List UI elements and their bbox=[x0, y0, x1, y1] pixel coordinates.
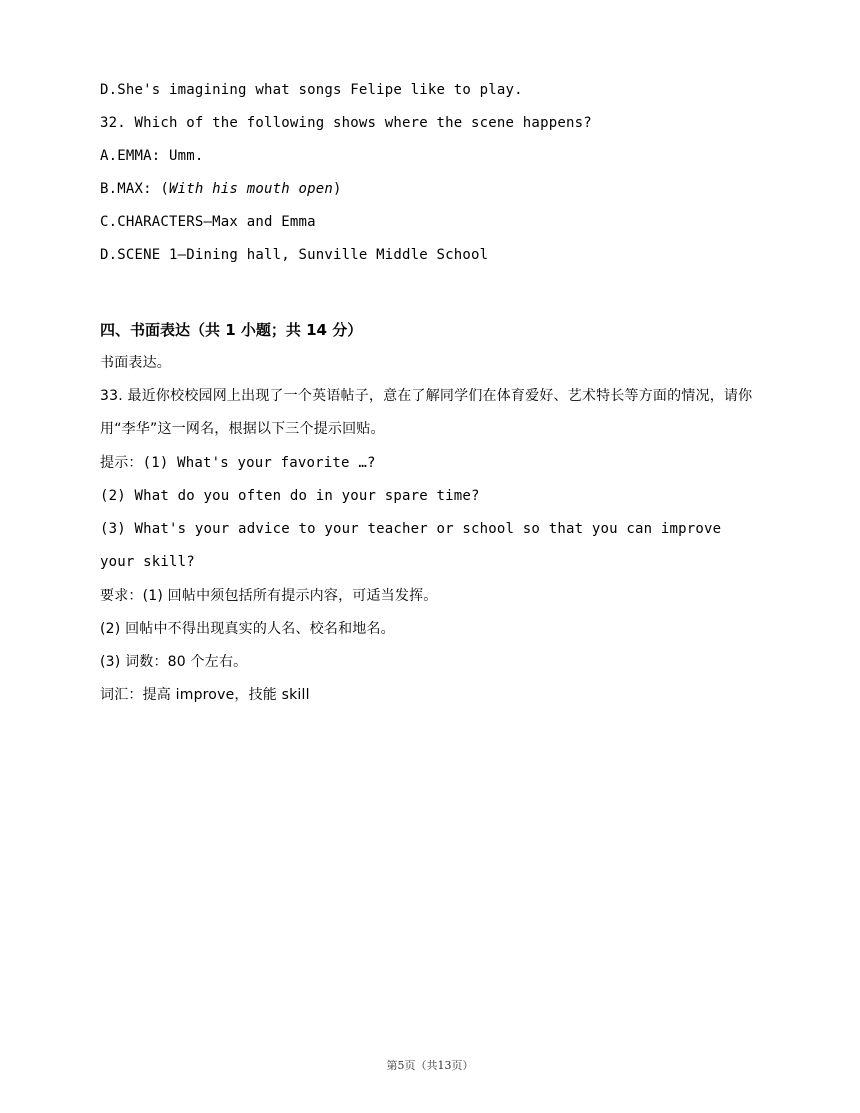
q32-stem: 32. Which of the following shows where the scene happens? bbox=[100, 115, 592, 131]
section-heading: 四、书面表达（共 1 小题；共 14 分） bbox=[100, 321, 363, 339]
q32-option-b bbox=[100, 179, 760, 199]
q31-option-d: D.She's imagining what songs Felipe like to play. bbox=[100, 82, 523, 98]
q32-option-c: C.CHARACTERS—Max and Emma bbox=[100, 214, 316, 230]
hint-3: (3) What's your advice to your teacher or school so that you can improve your skill? bbox=[100, 521, 722, 570]
vocabulary-note: 词汇：提高 improve，技能 skill bbox=[100, 687, 310, 703]
requirement-3: (3) 词数：80 个左右。 bbox=[100, 654, 248, 670]
hint-2: (2) What do you often do in your spare time? bbox=[100, 488, 480, 504]
q32-option-b-suffix: ) bbox=[332, 181, 342, 197]
section-subtitle: 书面表达。 bbox=[100, 355, 171, 371]
q33-prompt: 33. 最近你校校园网上出现了一个英语帖子，意在了解同学们在体育爱好、艺术特长等方面的情况，请你用“李华”这一网名，根据以下三个提示回贴。 bbox=[100, 388, 753, 437]
q32-option-a: A.EMMA: Umm. bbox=[100, 148, 204, 164]
q32-option-d: D.SCENE 1—Dining hall, Sunville Middle School bbox=[100, 247, 489, 263]
requirement-2: (2) 回帖中不得出现真实的人名、校名和地名。 bbox=[100, 621, 395, 637]
requirement-1: 要求：(1) 回帖中须包括所有提示内容，可适当发挥。 bbox=[100, 588, 438, 604]
section-spacer bbox=[100, 278, 760, 320]
q32-option-b-italic: With his mouth open bbox=[169, 181, 333, 197]
q32-option-b-prefix: B.MAX: ( bbox=[100, 181, 170, 197]
page-number-footer: 第5页（共13页） bbox=[386, 1059, 474, 1072]
hint-1: 提示：(1) What's your favorite …? bbox=[100, 455, 376, 471]
document-page bbox=[100, 80, 760, 718]
